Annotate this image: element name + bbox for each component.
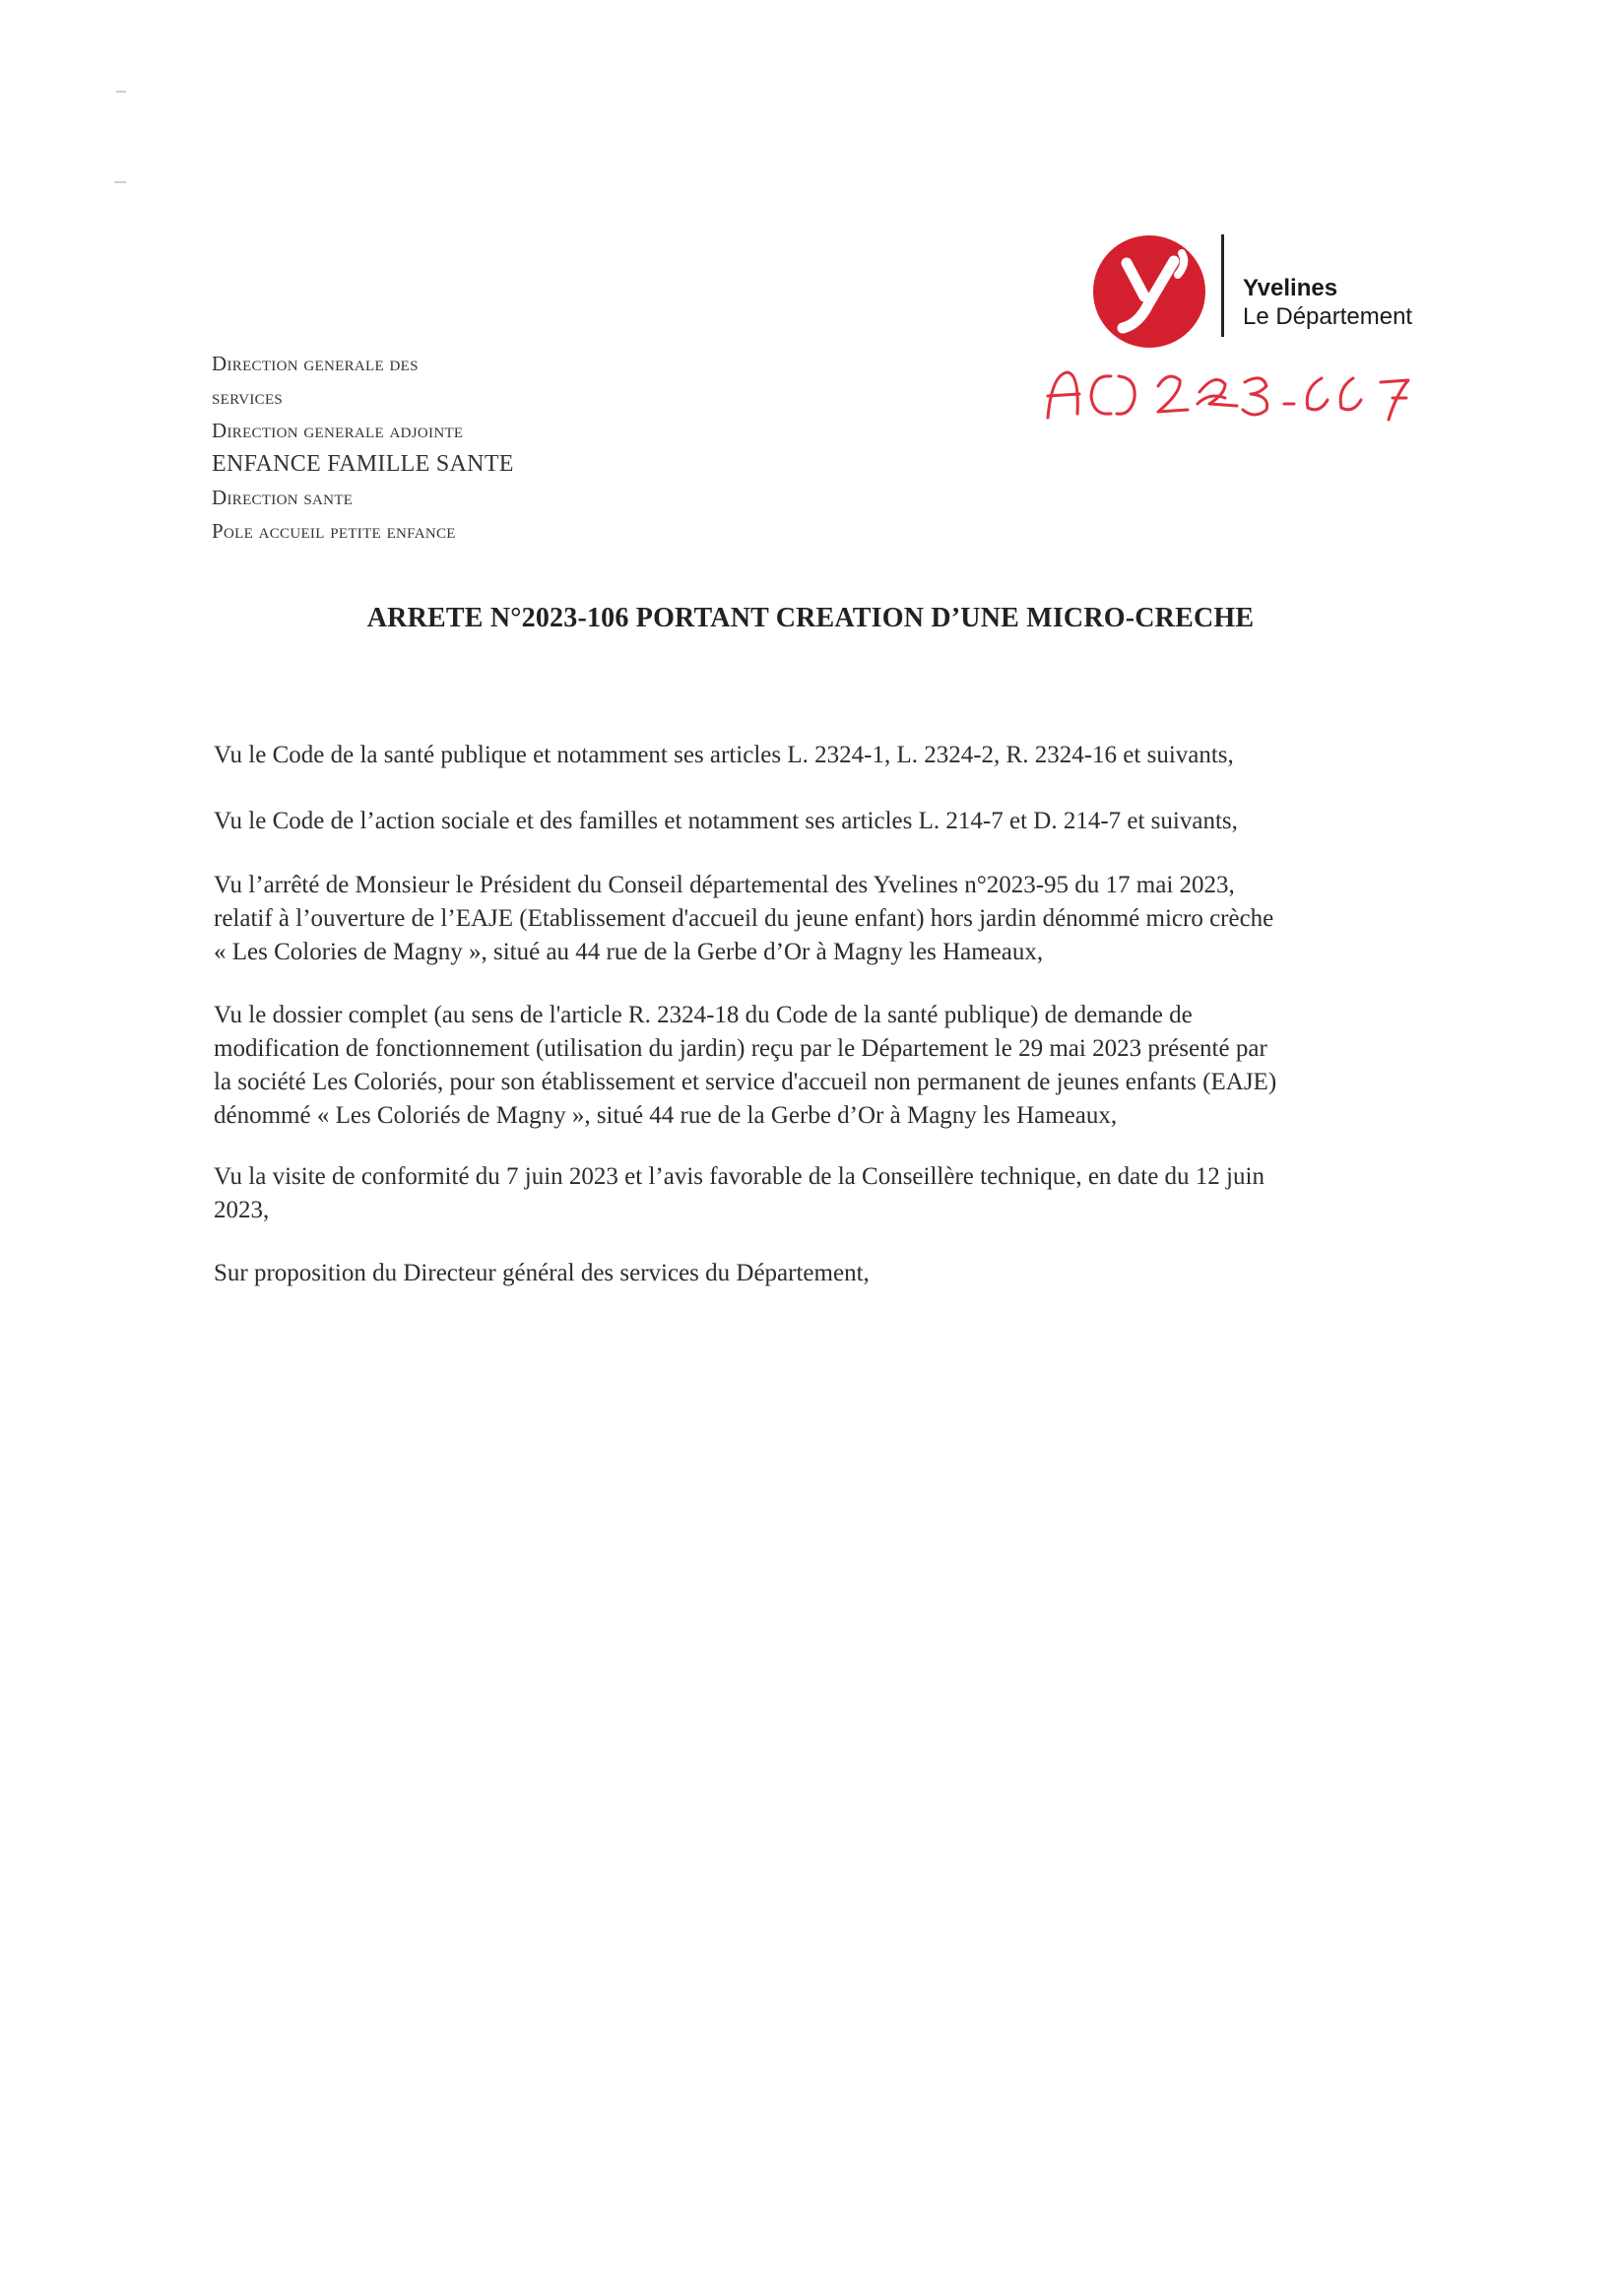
paragraph-line: Vu le Code de la santé publique et notamment ses articles L. 2324-1, L. 2324-2, R. 2324-16 et suivants, <box>214 742 1234 768</box>
paragraph-vu-dossier <box>214 999 1392 1133</box>
paragraph-vu-visite <box>214 1160 1392 1227</box>
paragraph-line: 2023, <box>214 1197 270 1223</box>
document-title: ARRETE N°2023-106 PORTANT CREATION D’UNE MICRO-CRECHE <box>366 603 1255 633</box>
header-line: Pole accueil petite enfance <box>212 519 456 543</box>
logo-divider <box>1221 234 1224 337</box>
handwritten-reference <box>1042 364 1416 427</box>
issuing-service-header <box>212 347 514 548</box>
paragraph-sur-proposition <box>214 1257 1392 1290</box>
scan-speck <box>116 91 126 93</box>
logo-subtitle: Le Département <box>1243 303 1413 330</box>
paragraph-line: Vu la visite de conformité du 7 juin 2023 et l’avis favorable de la Conseillère technique, en date du 12 juin <box>214 1163 1264 1190</box>
paragraph-line: Vu l’arrêté de Monsieur le Président du Conseil départemental des Yvelines n°2023-95 du 17 mai 2023, <box>214 872 1235 898</box>
logo-name: Yvelines <box>1243 275 1338 301</box>
paragraph-line: Vu le dossier complet (au sens de l'article R. 2324-18 du Code de la santé publique) de demande de <box>214 1002 1193 1028</box>
paragraph-line: dénommé « Les Coloriés de Magny », situé 44 rue de la Gerbe d’Or à Magny les Hameaux, <box>214 1102 1118 1129</box>
paragraph-line: « Les Colories de Magny », situé au 44 rue de la Gerbe d’Or à Magny les Hameaux, <box>214 939 1044 965</box>
paragraph-line: Sur proposition du Directeur général des services du Département, <box>214 1260 870 1286</box>
yvelines-logo-icon <box>1091 233 1207 350</box>
paragraph-line: modification de fonctionnement (utilisation du jardin) reçu par le Département le 29 mai 2023 présenté par <box>214 1035 1267 1062</box>
header-line: Direction sante <box>212 486 354 509</box>
header-line: Direction generale des <box>212 352 419 375</box>
paragraph-vu-code-sante <box>214 739 1392 772</box>
paragraph-vu-arrete <box>214 869 1392 969</box>
paragraph-line: relatif à l’ouverture de l’EAJE (Etablissement d'accueil du jeune enfant) hors jardin dénommé micro crèche <box>214 905 1274 932</box>
header-line: Direction generale adjointe <box>212 419 464 442</box>
paragraph-vu-code-action-sociale <box>214 805 1392 838</box>
scan-speck <box>114 181 126 183</box>
paragraph-line: Vu le Code de l’action sociale et des familles et notamment ses articles L. 214-7 et D. 214-7 et suivants, <box>214 808 1238 834</box>
header-line: services <box>212 385 284 409</box>
header-line: ENFANCE FAMILLE SANTE <box>212 451 514 477</box>
paragraph-line: la société Les Coloriés, pour son établissement et service d'accueil non permanent de jeunes enfants (EAJE) <box>214 1069 1277 1095</box>
